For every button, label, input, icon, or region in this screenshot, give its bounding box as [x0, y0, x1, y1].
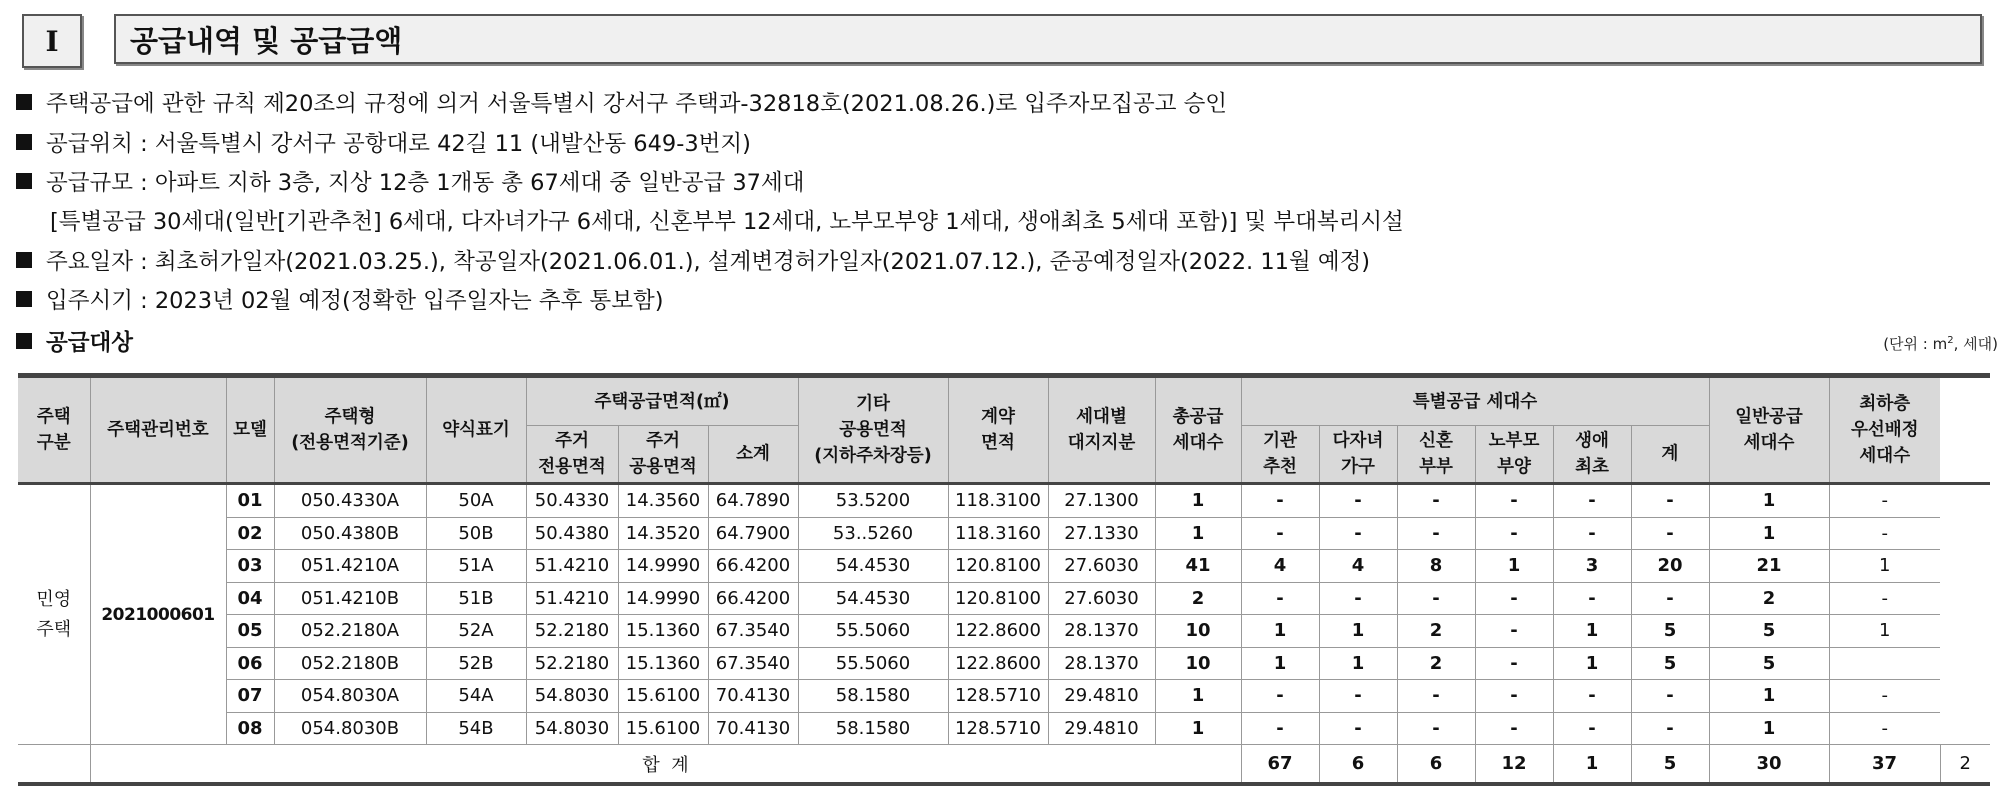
- other-cell: 54.4530: [798, 582, 948, 615]
- col-common-area: 주거 공용면적: [618, 426, 708, 484]
- type-cell: 050.4380B: [274, 517, 426, 550]
- type-cell: 051.4210A: [274, 550, 426, 583]
- common-cell: 14.3520: [618, 517, 708, 550]
- table-row: [18, 647, 1990, 680]
- square-bullet-icon: [16, 173, 32, 189]
- total-cell: 1: [1155, 712, 1241, 745]
- sum-cell: 20: [1631, 550, 1709, 583]
- housing-category-cell: 민영 주택: [18, 484, 90, 745]
- general-cell: 1: [1709, 680, 1829, 713]
- elderly-cell: -: [1475, 484, 1553, 518]
- model-cell: 05: [226, 615, 274, 648]
- common-cell: 15.1360: [618, 647, 708, 680]
- multi-cell: -: [1319, 680, 1397, 713]
- model-cell: 08: [226, 712, 274, 745]
- subtotal-cell: 66.4200: [708, 582, 798, 615]
- elderly-cell: -: [1475, 647, 1553, 680]
- type-cell: 054.8030B: [274, 712, 426, 745]
- table-row: [18, 582, 1990, 615]
- square-bullet-icon: [16, 291, 32, 307]
- land-cell: 29.4810: [1048, 680, 1155, 713]
- first-cell: -: [1553, 484, 1631, 518]
- total-cell: 10: [1155, 615, 1241, 648]
- col-housing-type: 주택 구분: [18, 376, 90, 484]
- label-cell: 51B: [426, 582, 526, 615]
- other-cell: 54.4530: [798, 550, 948, 583]
- contract-cell: 122.8600: [948, 615, 1048, 648]
- common-cell: 15.6100: [618, 680, 708, 713]
- supply-table: [18, 373, 1990, 786]
- private-cell: 51.4210: [526, 582, 618, 615]
- bullet-text: 공급대상: [46, 330, 133, 356]
- land-cell: 27.6030: [1048, 550, 1155, 583]
- col-supply-area: 주택공급면적(㎡): [526, 376, 798, 426]
- bullet-dates: [16, 244, 1370, 276]
- subtotal-cell: 66.4200: [708, 550, 798, 583]
- first-cell: 1: [1553, 615, 1631, 648]
- private-cell: 52.2180: [526, 647, 618, 680]
- newlywed-cell: -: [1397, 712, 1475, 745]
- multi-cell: 1: [1319, 647, 1397, 680]
- bullet-text: 입주시기 : 2023년 02월 예정(정확한 입주일자는 추후 통보함): [46, 288, 664, 314]
- col-newlywed: 신혼 부부: [1397, 426, 1475, 484]
- contract-cell: 128.5710: [948, 712, 1048, 745]
- land-cell: 27.1300: [1048, 484, 1155, 518]
- table-row: [18, 712, 1990, 745]
- table-row: [18, 680, 1990, 713]
- other-cell: 53.5200: [798, 484, 948, 518]
- contract-cell: 120.8100: [948, 582, 1048, 615]
- inst-cell: 4: [1241, 550, 1319, 583]
- sum-cell: -: [1631, 712, 1709, 745]
- table-row: [18, 517, 1990, 550]
- bullet-text: 공급규모 : 아파트 지하 3층, 지상 12층 1개동 총 67세대 중 일반공급 37세대: [46, 170, 805, 196]
- newlywed-cell: 8: [1397, 550, 1475, 583]
- newlywed-cell: -: [1397, 680, 1475, 713]
- square-bullet-icon: [16, 94, 32, 110]
- contract-cell: 120.8100: [948, 550, 1048, 583]
- land-cell: 27.1330: [1048, 517, 1155, 550]
- first-cell: -: [1553, 517, 1631, 550]
- label-cell: 54B: [426, 712, 526, 745]
- total-cell: 41: [1155, 550, 1241, 583]
- col-housing-model: 주택형 (전용면적기준): [274, 376, 426, 484]
- type-cell: 054.8030A: [274, 680, 426, 713]
- inst-cell: 1: [1241, 647, 1319, 680]
- total-elderly-cell: 1: [1553, 745, 1631, 785]
- contract-cell: 122.8600: [948, 647, 1048, 680]
- general-cell: 1: [1709, 712, 1829, 745]
- newlywed-cell: 2: [1397, 647, 1475, 680]
- sum-cell: -: [1631, 582, 1709, 615]
- model-cell: 06: [226, 647, 274, 680]
- model-cell: 02: [226, 517, 274, 550]
- total-total-cell: 67: [1241, 745, 1319, 785]
- newlywed-cell: -: [1397, 517, 1475, 550]
- general-cell: 5: [1709, 615, 1829, 648]
- total-row-blank: [18, 745, 90, 785]
- col-general-units: 일반공급 세대수: [1709, 376, 1829, 484]
- bullet-text: 주택공급에 관한 규칙 제20조의 규정에 의거 서울특별시 강서구 주택과-32818호(2021.08.26.)로 입주자모집공고 승인: [46, 91, 1228, 117]
- total-row: [18, 745, 1990, 785]
- first-cell: 3: [1553, 550, 1631, 583]
- inst-cell: -: [1241, 484, 1319, 518]
- col-elderly: 노부모 부양: [1475, 426, 1553, 484]
- multi-cell: -: [1319, 712, 1397, 745]
- col-short-label: 약식표기: [426, 376, 526, 484]
- newlywed-cell: -: [1397, 582, 1475, 615]
- elderly-cell: -: [1475, 712, 1553, 745]
- total-cell: 10: [1155, 647, 1241, 680]
- elderly-cell: 1: [1475, 550, 1553, 583]
- first-cell: -: [1553, 582, 1631, 615]
- type-cell: 051.4210B: [274, 582, 426, 615]
- mgmt-number-cell: 2021000601: [90, 484, 226, 745]
- col-mgmt-no: 주택관리번호: [90, 376, 226, 484]
- multi-cell: -: [1319, 582, 1397, 615]
- unit-suffix: , 세대): [1953, 335, 1998, 353]
- elderly-cell: -: [1475, 517, 1553, 550]
- inst-cell: 1: [1241, 615, 1319, 648]
- subtotal-cell: 64.7890: [708, 484, 798, 518]
- inst-cell: -: [1241, 680, 1319, 713]
- contract-cell: 118.3100: [948, 484, 1048, 518]
- label-cell: 54A: [426, 680, 526, 713]
- section-number: I: [22, 14, 82, 68]
- private-cell: 52.2180: [526, 615, 618, 648]
- total-lowest-cell: 2: [1940, 745, 1990, 785]
- other-cell: 55.5060: [798, 615, 948, 648]
- lowest-cell: -: [1829, 484, 1940, 518]
- subtotal-cell: 64.7900: [708, 517, 798, 550]
- contract-cell: 128.5710: [948, 680, 1048, 713]
- square-bullet-icon: [16, 333, 32, 349]
- bullet-target: [16, 325, 133, 357]
- square-bullet-icon: [16, 134, 32, 150]
- unit-superscript: 2: [1947, 335, 1954, 346]
- label-cell: 50B: [426, 517, 526, 550]
- bullet-location: [16, 126, 751, 158]
- general-cell: 2: [1709, 582, 1829, 615]
- inst-cell: -: [1241, 712, 1319, 745]
- col-total-units: 총공급 세대수: [1155, 376, 1241, 484]
- lowest-cell: -: [1829, 582, 1940, 615]
- multi-cell: 1: [1319, 615, 1397, 648]
- label-cell: 51A: [426, 550, 526, 583]
- bullet-approval: [16, 86, 1227, 118]
- contract-cell: 118.3160: [948, 517, 1048, 550]
- sum-cell: -: [1631, 484, 1709, 518]
- common-cell: 15.6100: [618, 712, 708, 745]
- section-title: 공급내역 및 공급금액: [114, 14, 1982, 64]
- table-row: [18, 484, 1990, 518]
- total-cell: 1: [1155, 484, 1241, 518]
- type-cell: 052.2180B: [274, 647, 426, 680]
- col-contract-area: 계약 면적: [948, 376, 1048, 484]
- subtotal-cell: 67.3540: [708, 647, 798, 680]
- other-cell: 55.5060: [798, 647, 948, 680]
- square-bullet-icon: [16, 252, 32, 268]
- label-cell: 52A: [426, 615, 526, 648]
- table-row: [18, 615, 1990, 648]
- total-cell: 1: [1155, 680, 1241, 713]
- other-cell: 58.1580: [798, 680, 948, 713]
- general-cell: 5: [1709, 647, 1829, 680]
- lowest-cell: -: [1829, 680, 1940, 713]
- section-header: [22, 14, 1986, 68]
- lowest-cell: -: [1829, 517, 1940, 550]
- general-cell: 1: [1709, 517, 1829, 550]
- col-multi: 다자녀 가구: [1319, 426, 1397, 484]
- col-first: 생애 최초: [1553, 426, 1631, 484]
- common-cell: 15.1360: [618, 615, 708, 648]
- first-cell: -: [1553, 712, 1631, 745]
- sum-cell: -: [1631, 680, 1709, 713]
- total-cell: 2: [1155, 582, 1241, 615]
- other-cell: 58.1580: [798, 712, 948, 745]
- elderly-cell: -: [1475, 615, 1553, 648]
- other-cell: 53..5260: [798, 517, 948, 550]
- unit-prefix: (단위 : m: [1883, 335, 1948, 353]
- model-cell: 04: [226, 582, 274, 615]
- general-cell: 21: [1709, 550, 1829, 583]
- land-cell: 28.1370: [1048, 647, 1155, 680]
- sum-cell: 5: [1631, 615, 1709, 648]
- private-cell: 51.4210: [526, 550, 618, 583]
- subtotal-cell: 67.3540: [708, 615, 798, 648]
- first-cell: -: [1553, 680, 1631, 713]
- total-first-cell: 5: [1631, 745, 1709, 785]
- inst-cell: -: [1241, 582, 1319, 615]
- col-other-common: 기타 공용면적 (지하주차장등): [798, 376, 948, 484]
- land-cell: 29.4810: [1048, 712, 1155, 745]
- total-inst-cell: 6: [1319, 745, 1397, 785]
- col-lowest-floor: 최하층 우선배정 세대수: [1829, 376, 1940, 484]
- elderly-cell: -: [1475, 680, 1553, 713]
- model-cell: 01: [226, 484, 274, 518]
- bullet-scale-continuation: [특별공급 30세대(일반[기관추천] 6세대, 다자녀가구 6세대, 신혼부부 12세대, 노부모부양 1세대, 생애최초 5세대 포함)] 및 부대복리시설: [50, 209, 1404, 235]
- elderly-cell: -: [1475, 582, 1553, 615]
- col-sum: 계: [1631, 426, 1709, 484]
- col-land-share: 세대별 대지지분: [1048, 376, 1155, 484]
- newlywed-cell: -: [1397, 484, 1475, 518]
- common-cell: 14.9990: [618, 582, 708, 615]
- private-cell: 50.4380: [526, 517, 618, 550]
- unit-note: [1883, 333, 1998, 354]
- sum-cell: 5: [1631, 647, 1709, 680]
- type-cell: 052.2180A: [274, 615, 426, 648]
- col-inst: 기관 추천: [1241, 426, 1319, 484]
- total-sum-cell: 30: [1709, 745, 1829, 785]
- subtotal-cell: 70.4130: [708, 680, 798, 713]
- subtotal-cell: 70.4130: [708, 712, 798, 745]
- private-cell: 54.8030: [526, 712, 618, 745]
- bullet-text: 주요일자 : 최초허가일자(2021.03.25.), 착공일자(2021.06.01.), 설계변경허가일자(2021.07.12.), 준공예정일자(2022. 11월 예정): [46, 249, 1371, 275]
- inst-cell: -: [1241, 517, 1319, 550]
- sum-cell: -: [1631, 517, 1709, 550]
- first-cell: 1: [1553, 647, 1631, 680]
- multi-cell: -: [1319, 517, 1397, 550]
- label-cell: 50A: [426, 484, 526, 518]
- total-multi-cell: 6: [1397, 745, 1475, 785]
- lowest-cell: -: [1829, 712, 1940, 745]
- total-general-cell: 37: [1829, 745, 1940, 785]
- land-cell: 28.1370: [1048, 615, 1155, 648]
- type-cell: 050.4330A: [274, 484, 426, 518]
- total-newlywed-cell: 12: [1475, 745, 1553, 785]
- bullet-text: 공급위치 : 서울특별시 강서구 공항대로 42길 11 (내발산동 649-3번지): [46, 131, 751, 157]
- lowest-cell: 1: [1829, 550, 1940, 583]
- table-row: [18, 550, 1990, 583]
- private-cell: 54.8030: [526, 680, 618, 713]
- multi-cell: -: [1319, 484, 1397, 518]
- col-model: 모델: [226, 376, 274, 484]
- common-cell: 14.9990: [618, 550, 708, 583]
- total-label: 합 계: [90, 745, 1241, 785]
- private-cell: 50.4330: [526, 484, 618, 518]
- col-private-area: 주거 전용면적: [526, 426, 618, 484]
- multi-cell: 4: [1319, 550, 1397, 583]
- newlywed-cell: 2: [1397, 615, 1475, 648]
- col-subtotal: 소계: [708, 426, 798, 484]
- bullet-scale: [16, 165, 804, 197]
- land-cell: 27.6030: [1048, 582, 1155, 615]
- general-cell: 1: [1709, 484, 1829, 518]
- col-special-units: 특별공급 세대수: [1241, 376, 1709, 426]
- bullet-move-in: [16, 283, 664, 315]
- model-cell: 03: [226, 550, 274, 583]
- lowest-cell: 1: [1829, 615, 1940, 648]
- common-cell: 14.3560: [618, 484, 708, 518]
- lowest-cell: [1829, 647, 1940, 680]
- label-cell: 52B: [426, 647, 526, 680]
- model-cell: 07: [226, 680, 274, 713]
- total-cell: 1: [1155, 517, 1241, 550]
